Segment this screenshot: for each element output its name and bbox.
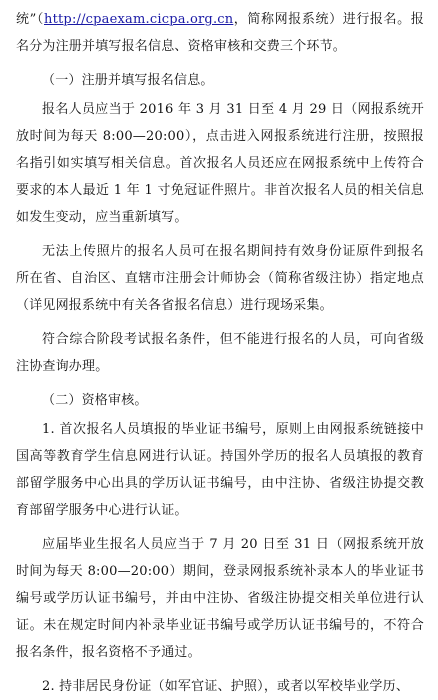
exam-website-link[interactable]: http://cpaexam.cicpa.org.cn xyxy=(44,12,234,27)
paragraph-certificate-verification: 1. 首次报名人员填报的毕业证书编号，原则上由网报系统链接中国高等教育学生信息网进行认证。持国外学历的报名人员填报的教育部留学服务中心出具的学历认证书编号，由中注协、省级注协提交教育部留学服务中心进行认证。 xyxy=(16,422,424,518)
paragraph-graduate-supplement: 应届毕业生报名人员应当于 7 月 20 日至 31 日（网报系统开放时间为每天 8:00—20:00）期间，登录网报系统补录本人的毕业证书编号或学历认证书编号，并由中注协、省级注协提交相关单位进行认证。未在规定时间内补录毕业证书编号或学历认证书编号的，不符合报名条件，报名资格不予通过。 xyxy=(16,537,424,660)
intro-text-after: ，简称网报系统）进行报名。报名分为注册并填写报名信息、资格审核和交费三个环节。 xyxy=(16,12,424,54)
paragraph-registration-intro xyxy=(16,6,424,60)
section-heading-qualification-review: （二）资格审核。 xyxy=(42,393,148,408)
paragraph-photo-collection: 无法上传照片的报名人员可在报名期间持有效身份证原件到报名所在省、自治区、直辖市注册会计师协会（简称省级注协）指定地点（详见网报系统中有关各省报名信息）进行现场采集。 xyxy=(16,244,424,313)
paragraph-non-resident-id: 2. 持非居民身份证（如军官证、护照），或者以军校毕业学历、 xyxy=(42,679,410,694)
intro-text-before: 统”（ xyxy=(16,12,44,27)
paragraph-registration-period: 报名人员应当于 2016 年 3 月 31 日至 4 月 29 日（网报系统开放时间为每天 8:00—20:00），点击进入网报系统进行注册，按照报名指引如实填写相关信息。首次报名人员还应在网报系统中上传符合要求的本人最近 1 年 1 寸免冠证件照片。非首次报名人员的相关信息如发生变动，应当重新填写。 xyxy=(16,102,424,225)
paragraph-unable-to-register: 符合综合阶段考试报名条件，但不能进行报名的人员，可向省级注协查询办理。 xyxy=(16,332,424,374)
section-heading-registration: （一）注册并填写报名信息。 xyxy=(42,73,214,88)
